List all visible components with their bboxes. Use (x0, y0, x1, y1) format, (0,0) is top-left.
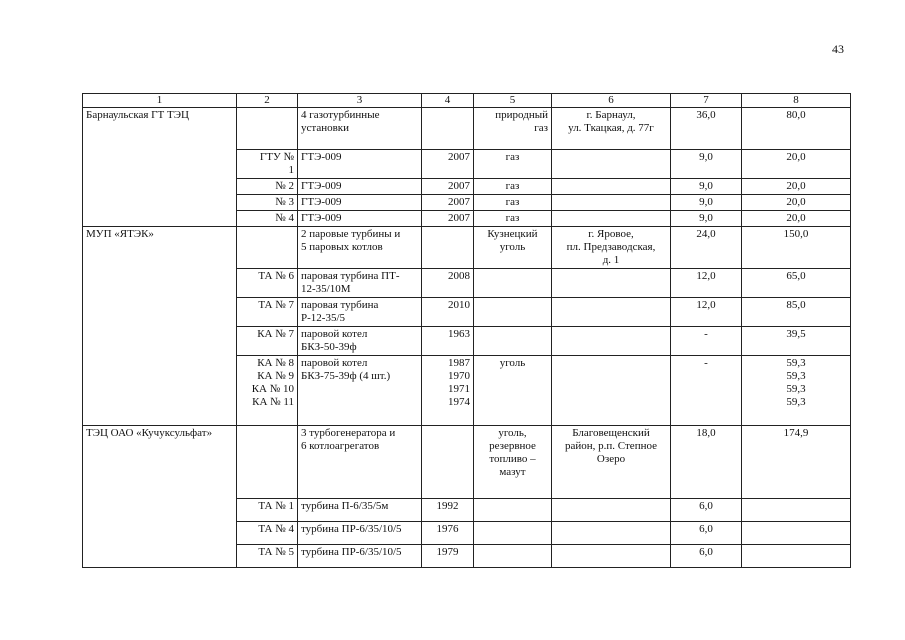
plant-address (552, 179, 671, 195)
electric-power: 9,0 (671, 195, 742, 211)
column-number: 7 (671, 94, 742, 108)
plant-address (552, 522, 671, 545)
column-number: 6 (552, 94, 671, 108)
plant-row (83, 426, 851, 499)
plant-name: МУП «ЯТЭК» (83, 227, 237, 426)
unit-description: турбина ПР-6/35/10/5 (298, 522, 422, 545)
commission-year: 2007 (422, 211, 474, 227)
unit-description: паровой котел БКЗ-75-39ф (4 шт.) (298, 356, 422, 426)
fuel-type: газ (474, 150, 552, 179)
heat-power: 20,0 (742, 211, 851, 227)
unit-id: ТА № 1 (237, 499, 298, 522)
fuel-type: Кузнецкий уголь (474, 227, 552, 269)
heat-power (742, 522, 851, 545)
fuel-type (474, 522, 552, 545)
column-number: 4 (422, 94, 474, 108)
column-number-row (83, 94, 851, 108)
plant-address (552, 211, 671, 227)
electric-power: - (671, 327, 742, 356)
plant-description: 2 паровые турбины и 5 паровых котлов (298, 227, 422, 269)
plant-address (552, 327, 671, 356)
column-number: 8 (742, 94, 851, 108)
unit-description: паровая турбина Р-12-35/5 (298, 298, 422, 327)
unit-id: ТА № 6 (237, 269, 298, 298)
plant-address (552, 545, 671, 568)
commission-year: 1979 (422, 545, 474, 568)
plant-address (552, 356, 671, 426)
plant-address (552, 298, 671, 327)
unit-description: турбина ПР-6/35/10/5 (298, 545, 422, 568)
fuel-type: природный газ (474, 108, 552, 150)
column-number: 5 (474, 94, 552, 108)
column-number: 2 (237, 94, 298, 108)
heat-power: 39,5 (742, 327, 851, 356)
power-plants-table (82, 93, 851, 568)
electric-power: 9,0 (671, 179, 742, 195)
unit-description: ГТЭ-009 (298, 195, 422, 211)
unit-id: КА № 7 (237, 327, 298, 356)
heat-power: 85,0 (742, 298, 851, 327)
electric-power: 9,0 (671, 150, 742, 179)
electric-power: - (671, 356, 742, 426)
unit-description: паровой котел БКЗ-50-39ф (298, 327, 422, 356)
plant-address: г. Яровое, пл. Предзаводская, д. 1 (552, 227, 671, 269)
plant-address: Благовещенский район, р.п. Степное Озеро (552, 426, 671, 499)
commission-year: 2007 (422, 195, 474, 211)
heat-power: 59,3 59,3 59,3 59,3 (742, 356, 851, 426)
heat-power (742, 545, 851, 568)
column-number: 1 (83, 94, 237, 108)
page-number: 43 (832, 42, 844, 56)
plant-address (552, 269, 671, 298)
fuel-type: газ (474, 211, 552, 227)
commission-year (422, 426, 474, 499)
unit-id: № 2 (237, 179, 298, 195)
unit-description: турбина П-6/35/5м (298, 499, 422, 522)
electric-power: 9,0 (671, 211, 742, 227)
heat-power: 20,0 (742, 179, 851, 195)
plant-description: 4 газотурбинные установки (298, 108, 422, 150)
unit-description: ГТЭ-009 (298, 179, 422, 195)
electric-power: 18,0 (671, 426, 742, 499)
commission-year: 2010 (422, 298, 474, 327)
electric-power: 36,0 (671, 108, 742, 150)
electric-power: 12,0 (671, 298, 742, 327)
plant-name: Барнаульская ГТ ТЭЦ (83, 108, 237, 227)
column-number: 3 (298, 94, 422, 108)
unit-id (237, 227, 298, 269)
commission-year: 1987 1970 1971 1974 (422, 356, 474, 426)
unit-id: ТА № 4 (237, 522, 298, 545)
plant-row (83, 108, 851, 150)
unit-id (237, 426, 298, 499)
fuel-type (474, 269, 552, 298)
plant-row (83, 227, 851, 269)
commission-year: 2007 (422, 179, 474, 195)
unit-description: паровая турбина ПТ- 12-35/10М (298, 269, 422, 298)
fuel-type: газ (474, 179, 552, 195)
commission-year (422, 108, 474, 150)
unit-id (237, 108, 298, 150)
electric-power: 6,0 (671, 499, 742, 522)
electric-power: 24,0 (671, 227, 742, 269)
heat-power: 20,0 (742, 195, 851, 211)
heat-power: 150,0 (742, 227, 851, 269)
unit-id: № 3 (237, 195, 298, 211)
plant-address (552, 499, 671, 522)
plant-address (552, 150, 671, 179)
heat-power: 174,9 (742, 426, 851, 499)
electric-power: 6,0 (671, 522, 742, 545)
electric-power: 12,0 (671, 269, 742, 298)
fuel-type (474, 545, 552, 568)
plant-address (552, 195, 671, 211)
unit-id: ГТУ № 1 (237, 150, 298, 179)
fuel-type: уголь, резервное топливо – мазут (474, 426, 552, 499)
electric-power: 6,0 (671, 545, 742, 568)
unit-id: № 4 (237, 211, 298, 227)
unit-id: ТА № 5 (237, 545, 298, 568)
unit-id: ТА № 7 (237, 298, 298, 327)
heat-power: 80,0 (742, 108, 851, 150)
commission-year: 1976 (422, 522, 474, 545)
heat-power: 65,0 (742, 269, 851, 298)
heat-power (742, 499, 851, 522)
fuel-type: газ (474, 195, 552, 211)
fuel-type: уголь (474, 356, 552, 426)
fuel-type (474, 298, 552, 327)
fuel-type (474, 499, 552, 522)
heat-power: 20,0 (742, 150, 851, 179)
commission-year: 2008 (422, 269, 474, 298)
commission-year: 1992 (422, 499, 474, 522)
fuel-type (474, 327, 552, 356)
commission-year: 2007 (422, 150, 474, 179)
plant-address: г. Барнаул, ул. Ткацкая, д. 77г (552, 108, 671, 150)
unit-id: КА № 8 КА № 9 КА № 10 КА № 11 (237, 356, 298, 426)
unit-description: ГТЭ-009 (298, 150, 422, 179)
commission-year: 1963 (422, 327, 474, 356)
commission-year (422, 227, 474, 269)
plant-description: 3 турбогенератора и 6 котлоагрегатов (298, 426, 422, 499)
plant-name: ТЭЦ ОАО «Кучуксульфат» (83, 426, 237, 568)
unit-description: ГТЭ-009 (298, 211, 422, 227)
